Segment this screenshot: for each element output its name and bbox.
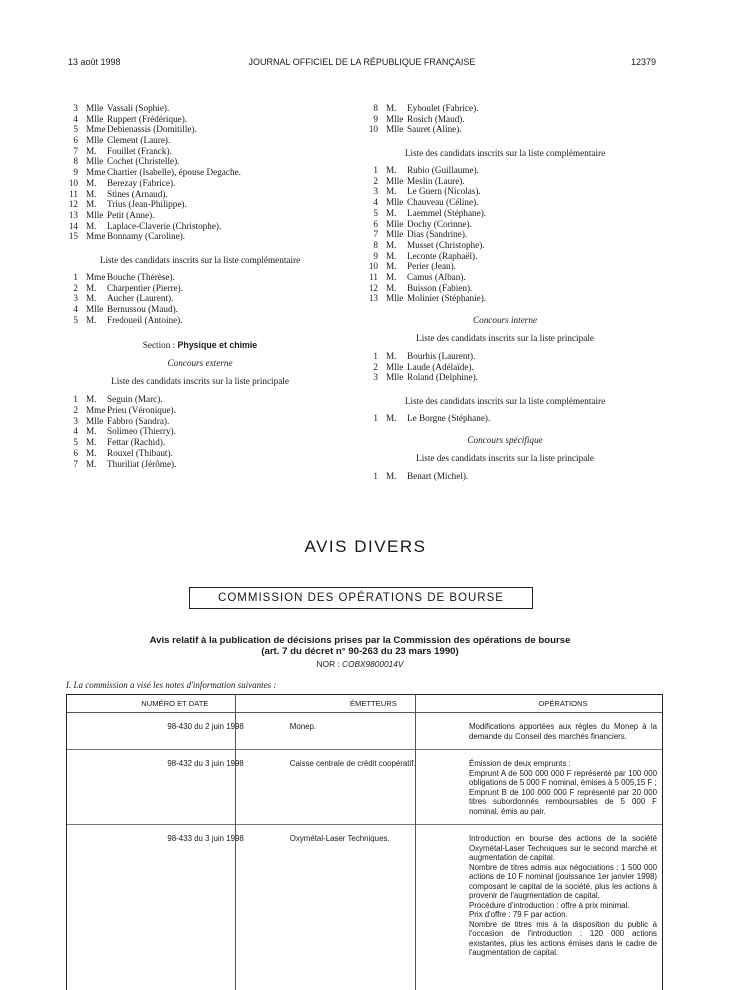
right-continued-list bbox=[360, 103, 650, 135]
candidate-entry bbox=[60, 293, 340, 304]
cell-emetteur: Oxymétal-Laser Techniques. bbox=[289, 834, 390, 843]
candidate-rank: 5 bbox=[73, 124, 78, 135]
candidate-name: Dochy (Corinne). bbox=[407, 218, 472, 229]
candidate-civility: M. bbox=[386, 239, 397, 250]
candidate-rank: 5 bbox=[73, 314, 78, 325]
candidate-name: Rosich (Maud). bbox=[407, 113, 465, 124]
candidate-civility: M. bbox=[386, 282, 397, 293]
candidate-name: Musset (Christophe). bbox=[407, 239, 485, 250]
candidate-entry bbox=[60, 315, 340, 326]
candidate-rank: 7 bbox=[73, 458, 78, 469]
candidate-entry bbox=[360, 362, 650, 373]
operation-line: Procédure d'introduction : offre à prix minimal. bbox=[468, 900, 630, 910]
candidate-entry bbox=[60, 167, 340, 178]
candidate-name: Rouxel (Thibaut). bbox=[107, 447, 173, 458]
candidate-entry bbox=[360, 413, 650, 424]
avis-divers-title: AVIS DIVERS bbox=[304, 537, 427, 556]
candidate-name: Laemmel (Stéphane). bbox=[407, 207, 487, 218]
candidate-name: Berezay (Fabrice). bbox=[107, 177, 176, 188]
candidate-entry bbox=[360, 219, 650, 230]
candidate-civility: M. bbox=[386, 250, 397, 261]
right-complementary-list bbox=[360, 165, 650, 304]
candidate-name: Ruppert (Frédérique). bbox=[107, 113, 188, 124]
candidate-civility: M. bbox=[86, 220, 97, 231]
candidate-rank: 15 bbox=[68, 231, 78, 242]
candidate-entry bbox=[60, 210, 340, 221]
table-row bbox=[66, 750, 663, 825]
candidate-name: Stines (Arnaud). bbox=[107, 188, 168, 199]
candidate-rank: 1 bbox=[373, 165, 378, 176]
candidate-civility: M. bbox=[86, 293, 97, 304]
candidate-entry bbox=[60, 156, 340, 167]
candidate-rank: 5 bbox=[373, 207, 378, 218]
left-continued-list bbox=[60, 103, 340, 242]
left-complementary-list bbox=[60, 272, 340, 325]
candidate-name: Eyboulet (Fabrice). bbox=[407, 103, 479, 113]
candidate-civility: Mlle bbox=[86, 415, 104, 426]
candidate-name: Vassali (Sophie). bbox=[107, 103, 170, 113]
candidate-entry bbox=[360, 372, 650, 383]
header-date: 13 août 1998 bbox=[68, 57, 121, 67]
candidate-entry bbox=[360, 208, 650, 219]
candidate-rank: 9 bbox=[373, 113, 378, 124]
candidate-entry bbox=[360, 229, 650, 240]
candidate-civility: Mlle bbox=[386, 124, 404, 135]
candidate-entry bbox=[60, 124, 340, 135]
candidate-rank: 6 bbox=[73, 447, 78, 458]
candidate-rank: 1 bbox=[73, 394, 78, 405]
header-emetteurs: ÉMETTEURS bbox=[284, 695, 463, 713]
specifique-principal-title: Liste des candidats inscrits sur la liste principale bbox=[416, 452, 594, 463]
candidate-entry bbox=[60, 459, 340, 470]
candidate-entry bbox=[60, 221, 340, 232]
candidate-civility: Mlle bbox=[386, 197, 404, 208]
candidate-rank: 3 bbox=[73, 293, 78, 304]
left-column bbox=[60, 103, 340, 469]
candidate-rank: 9 bbox=[373, 250, 378, 261]
candidate-civility: Mlle bbox=[86, 156, 104, 167]
candidate-rank: 4 bbox=[73, 426, 78, 437]
candidate-civility: Mme bbox=[86, 167, 106, 178]
candidate-rank: 2 bbox=[373, 175, 378, 186]
candidate-rank: 10 bbox=[68, 177, 78, 188]
candidate-name: Dias (Sandrine). bbox=[407, 229, 468, 240]
concours-specifique-heading: Concours spécifique bbox=[467, 434, 543, 445]
candidate-name: Seguin (Marc). bbox=[107, 394, 163, 405]
candidate-name: Fredoueil (Antoine). bbox=[107, 314, 183, 325]
table-header-row bbox=[66, 695, 663, 713]
candidate-civility: Mlle bbox=[86, 113, 104, 124]
candidate-name: Clement (Laure). bbox=[107, 135, 171, 146]
avis-heading bbox=[60, 635, 660, 657]
candidate-rank: 3 bbox=[73, 103, 78, 113]
candidate-name: Laude (Adélaïde). bbox=[407, 361, 474, 372]
left-complementary-title: Liste des candidats inscrits sur la liste complémentaire bbox=[99, 254, 301, 265]
candidate-civility: M. bbox=[386, 470, 397, 481]
candidate-entry bbox=[360, 186, 650, 197]
candidate-name: Roland (Delphine). bbox=[407, 372, 478, 383]
cell-numero-date: 98-430 du 2 juin 1998 bbox=[66, 713, 284, 750]
candidate-civility: Mlle bbox=[386, 361, 404, 372]
page-header bbox=[68, 57, 656, 71]
candidate-rank: 3 bbox=[373, 372, 378, 383]
candidate-rank: 4 bbox=[373, 197, 378, 208]
section-heading bbox=[60, 340, 340, 351]
avis-heading-line2: (art. 7 du décret n° 90-263 du 23 mars 1990) bbox=[261, 646, 459, 657]
candidate-rank: 2 bbox=[373, 361, 378, 372]
candidate-entry bbox=[60, 178, 340, 189]
candidate-civility: M. bbox=[386, 413, 397, 424]
candidate-name: Prieu (Véronique). bbox=[107, 405, 176, 416]
section-name: Physique et chimie bbox=[177, 340, 258, 351]
candidate-name: Bernussou (Maud). bbox=[107, 304, 178, 314]
candidate-entry bbox=[360, 240, 650, 251]
header-page-number: 12379 bbox=[630, 57, 656, 67]
candidate-entry bbox=[60, 231, 340, 242]
candidate-name: Le Borgne (Stéphane). bbox=[407, 413, 491, 424]
table-row bbox=[66, 713, 663, 750]
candidate-civility: M. bbox=[386, 103, 397, 113]
candidate-civility: Mme bbox=[86, 271, 106, 282]
cell-numero-date: 98-433 du 3 juin 1998 bbox=[167, 834, 244, 843]
cell-emetteur: Monep. bbox=[284, 713, 463, 750]
left-principal-title: Liste des candidats inscrits sur la liste principale bbox=[111, 376, 289, 387]
candidate-rank: 8 bbox=[373, 103, 378, 113]
right-complementary-title: Liste des candidats inscrits sur la liste complémentaire bbox=[404, 148, 606, 159]
commission-intro: I. La commission a visé les notes d'information suivantes : bbox=[66, 680, 277, 690]
candidate-entry bbox=[60, 283, 340, 294]
operation-line: Introduction en bourse des actions de la société Oxymétal-Laser Techniques sur le second marché et augmentation de capital. bbox=[468, 834, 657, 862]
left-principal-list bbox=[60, 394, 340, 469]
candidate-name: Bourhis (Laurent). bbox=[407, 351, 476, 361]
candidate-entry bbox=[360, 471, 650, 482]
header-operations: OPÉRATIONS bbox=[463, 695, 663, 713]
operations-table bbox=[66, 694, 663, 966]
candidate-rank: 1 bbox=[373, 413, 378, 424]
candidate-entry bbox=[360, 351, 650, 362]
operation-line: Émission de deux emprunts : bbox=[468, 759, 571, 768]
candidate-entry bbox=[60, 437, 340, 448]
candidate-name: Bouche (Thérèse). bbox=[107, 271, 175, 282]
candidate-civility: M. bbox=[386, 186, 397, 197]
candidate-name: Le Guern (Nicolas). bbox=[407, 186, 481, 197]
candidate-name: Fabbro (Sandra). bbox=[107, 415, 170, 426]
candidate-civility: Mlle bbox=[386, 372, 404, 383]
candidate-rank: 8 bbox=[373, 239, 378, 250]
cell-emetteur: Caisse centrale de crédit coopératif. bbox=[284, 750, 463, 825]
candidate-entry bbox=[60, 448, 340, 459]
nor-code: COBX9800014V bbox=[342, 659, 404, 669]
candidate-civility: M. bbox=[86, 447, 97, 458]
candidate-civility: Mlle bbox=[86, 304, 104, 314]
candidate-entry bbox=[360, 293, 650, 304]
candidate-civility: Mlle bbox=[386, 229, 404, 240]
specifique-principal-list bbox=[360, 471, 650, 482]
candidate-rank: 9 bbox=[73, 167, 78, 178]
cell-numero-date: 98-432 du 3 juin 1998 bbox=[66, 750, 284, 825]
candidate-rank: 14 bbox=[68, 220, 78, 231]
operation-line: Nombre de titres admis aux négociations : 1 500 000 actions de 10 F nominal (jouissance 1er janvier 1998) composant le capital de la société, plus les actions à provenir de l'augmentation de capital. bbox=[468, 862, 657, 900]
candidate-entry bbox=[60, 146, 340, 157]
candidate-civility: M. bbox=[86, 282, 97, 293]
candidate-rank: 3 bbox=[73, 415, 78, 426]
candidate-civility: Mlle bbox=[86, 135, 104, 146]
candidate-name: Bonnamy (Caroline). bbox=[107, 231, 186, 242]
operation-line: Modifications apportées aux règles du Monep à la demande du Conseil des marchés financiers. bbox=[468, 722, 657, 741]
candidate-entry bbox=[60, 189, 340, 200]
candidate-name: Molinier (Stéphanie). bbox=[407, 293, 487, 304]
candidate-name: Trius (Jean-Philippe). bbox=[107, 199, 187, 210]
candidate-entry bbox=[60, 416, 340, 427]
candidate-civility: M. bbox=[86, 199, 97, 210]
interne-complementary-list bbox=[360, 413, 650, 424]
commission-box: COMMISSION DES OPÉRATIONS DE BOURSE bbox=[189, 587, 533, 609]
candidate-rank: 7 bbox=[373, 229, 378, 240]
candidate-name: Sauret (Aline). bbox=[407, 124, 462, 135]
candidate-civility: Mlle bbox=[386, 175, 404, 186]
concours-externe-heading: Concours externe bbox=[167, 358, 233, 369]
candidate-civility: M. bbox=[386, 271, 397, 282]
table-column-divider-1 bbox=[235, 694, 236, 990]
candidate-civility: M. bbox=[86, 426, 97, 437]
header-numero-date: NUMÉRO ET DATE bbox=[66, 695, 284, 713]
candidate-civility: M. bbox=[86, 458, 97, 469]
candidate-entry bbox=[360, 124, 650, 135]
candidate-name: Thuriliat (Jérôme). bbox=[107, 458, 177, 469]
cell-operations bbox=[463, 713, 663, 750]
candidate-name: Buisson (Fabien). bbox=[407, 282, 473, 293]
candidate-rank: 4 bbox=[73, 113, 78, 124]
operations-table-body bbox=[66, 713, 663, 966]
section-prefix: Section : bbox=[142, 340, 176, 351]
candidate-civility: Mlle bbox=[386, 293, 404, 304]
candidate-civility: M. bbox=[386, 351, 397, 361]
candidate-civility: Mme bbox=[86, 124, 106, 135]
operation-line: Prix d'offre : 79 F par action. bbox=[468, 910, 568, 919]
candidate-name: Solimeo (Thierry). bbox=[107, 426, 176, 437]
candidate-name: Chartier (Isabelle), épouse Degache. bbox=[107, 167, 241, 178]
candidate-name: Benart (Michel). bbox=[407, 470, 469, 481]
candidate-rank: 6 bbox=[373, 218, 378, 229]
candidate-name: Cochet (Christelle). bbox=[107, 156, 180, 167]
candidate-rank: 1 bbox=[73, 271, 78, 282]
candidate-civility: M. bbox=[86, 188, 97, 199]
candidate-civility: Mlle bbox=[86, 103, 104, 113]
operation-line: Emprunt A de 500 000 000 F représenté par 100 000 obligations de 5 000 F nominal, émises à 5 005,15 F ; bbox=[468, 768, 657, 787]
candidate-entry bbox=[60, 199, 340, 210]
candidate-rank: 5 bbox=[73, 437, 78, 448]
candidate-civility: Mlle bbox=[386, 218, 404, 229]
candidate-name: Laplace-Claverie (Christophe). bbox=[107, 220, 222, 231]
candidate-civility: M. bbox=[86, 314, 97, 325]
candidate-name: Camus (Alban). bbox=[407, 271, 466, 282]
candidate-rank: 2 bbox=[73, 282, 78, 293]
concours-interne-heading: Concours interne bbox=[472, 315, 538, 325]
candidate-civility: Mme bbox=[86, 231, 106, 242]
candidate-rank: 3 bbox=[373, 186, 378, 197]
candidate-civility: Mlle bbox=[386, 113, 404, 124]
candidate-rank: 11 bbox=[369, 271, 378, 282]
candidate-entry bbox=[60, 426, 340, 437]
candidate-name: Aucher (Laurent). bbox=[107, 293, 174, 304]
operation-line: Nombre de titres mis à la disposition du public à l'occasion de l'introduction : 120 000 actions existantes, plus les actions émises dans le cadre de l'augmentation de capital. bbox=[468, 919, 657, 957]
candidate-rank: 2 bbox=[73, 405, 78, 416]
table-row bbox=[66, 825, 663, 966]
interne-complementary-title: Liste des candidats inscrits sur la liste complémentaire bbox=[404, 396, 606, 407]
candidate-entry bbox=[360, 283, 650, 294]
candidate-name: Fouillet (Franck). bbox=[107, 145, 172, 156]
candidate-name: Fettar (Rachid). bbox=[107, 437, 166, 448]
candidate-entry bbox=[60, 394, 340, 405]
avis-heading-line1: Avis relatif à la publication de décisions prises par la Commission des opérations de bourse bbox=[149, 635, 571, 646]
candidate-name: Chauveau (Céline). bbox=[407, 197, 479, 208]
candidate-rank: 13 bbox=[368, 293, 378, 304]
candidate-entry bbox=[60, 405, 340, 416]
candidate-civility: M. bbox=[386, 207, 397, 218]
candidate-entry bbox=[360, 176, 650, 187]
candidate-name: Leconte (Raphaël). bbox=[407, 250, 478, 261]
nor-label: NOR : bbox=[316, 659, 340, 669]
candidate-entry bbox=[360, 114, 650, 125]
candidate-entry bbox=[360, 251, 650, 262]
candidate-name: Charpentier (Pierre). bbox=[107, 282, 184, 293]
candidate-rank: 12 bbox=[68, 199, 78, 210]
candidate-entry bbox=[360, 103, 650, 114]
candidate-rank: 10 bbox=[368, 261, 378, 272]
candidate-rank: 4 bbox=[73, 304, 78, 314]
candidate-civility: Mme bbox=[86, 405, 106, 416]
candidate-rank: 10 bbox=[368, 124, 378, 135]
candidate-name: Perier (Jean). bbox=[407, 261, 456, 272]
candidate-entry bbox=[360, 261, 650, 272]
header-journal-title: JOURNAL OFFICIEL DE LA RÉPUBLIQUE FRANÇAISE bbox=[248, 57, 476, 67]
candidate-civility: Mlle bbox=[86, 209, 104, 220]
candidate-entry bbox=[360, 197, 650, 208]
interne-principal-list bbox=[360, 351, 650, 383]
candidate-entry bbox=[60, 103, 340, 114]
candidate-entry bbox=[60, 135, 340, 146]
candidate-civility: M. bbox=[86, 145, 97, 156]
candidate-entry bbox=[60, 114, 340, 125]
candidate-rank: 13 bbox=[68, 209, 78, 220]
candidate-civility: M. bbox=[386, 261, 397, 272]
candidate-entry bbox=[360, 165, 650, 176]
nor-reference bbox=[60, 659, 660, 669]
candidate-civility: M. bbox=[386, 165, 397, 176]
candidate-rank: 8 bbox=[73, 156, 78, 167]
candidate-entry bbox=[60, 272, 340, 283]
operation-line: Emprunt B de 100 000 000 F représenté par 20 000 titres subordonnés remboursables de 5 000 F nominal, émis au pair. bbox=[468, 787, 657, 816]
candidate-civility: M. bbox=[86, 177, 97, 188]
right-column bbox=[360, 103, 650, 481]
interne-principal-title: Liste des candidats inscrits sur la liste principale bbox=[416, 333, 594, 343]
candidate-entry bbox=[60, 304, 340, 315]
candidate-name: Debienassis (Domitille). bbox=[107, 124, 197, 135]
table-column-divider-2 bbox=[415, 694, 416, 990]
candidate-rank: 7 bbox=[73, 145, 78, 156]
candidate-rank: 11 bbox=[69, 188, 78, 199]
candidate-name: Rubio (Guillaume). bbox=[407, 165, 479, 176]
candidate-name: Petit (Anne). bbox=[107, 209, 155, 220]
candidate-name: Meslin (Laure). bbox=[407, 175, 465, 186]
candidate-civility: M. bbox=[86, 394, 97, 405]
candidate-entry bbox=[360, 272, 650, 283]
candidate-rank: 12 bbox=[368, 282, 378, 293]
candidate-rank: 1 bbox=[373, 351, 378, 361]
candidate-rank: 1 bbox=[373, 470, 378, 481]
candidate-civility: M. bbox=[86, 437, 97, 448]
cell-operations bbox=[463, 825, 663, 966]
candidate-rank: 6 bbox=[73, 135, 78, 146]
cell-operations bbox=[463, 750, 663, 825]
